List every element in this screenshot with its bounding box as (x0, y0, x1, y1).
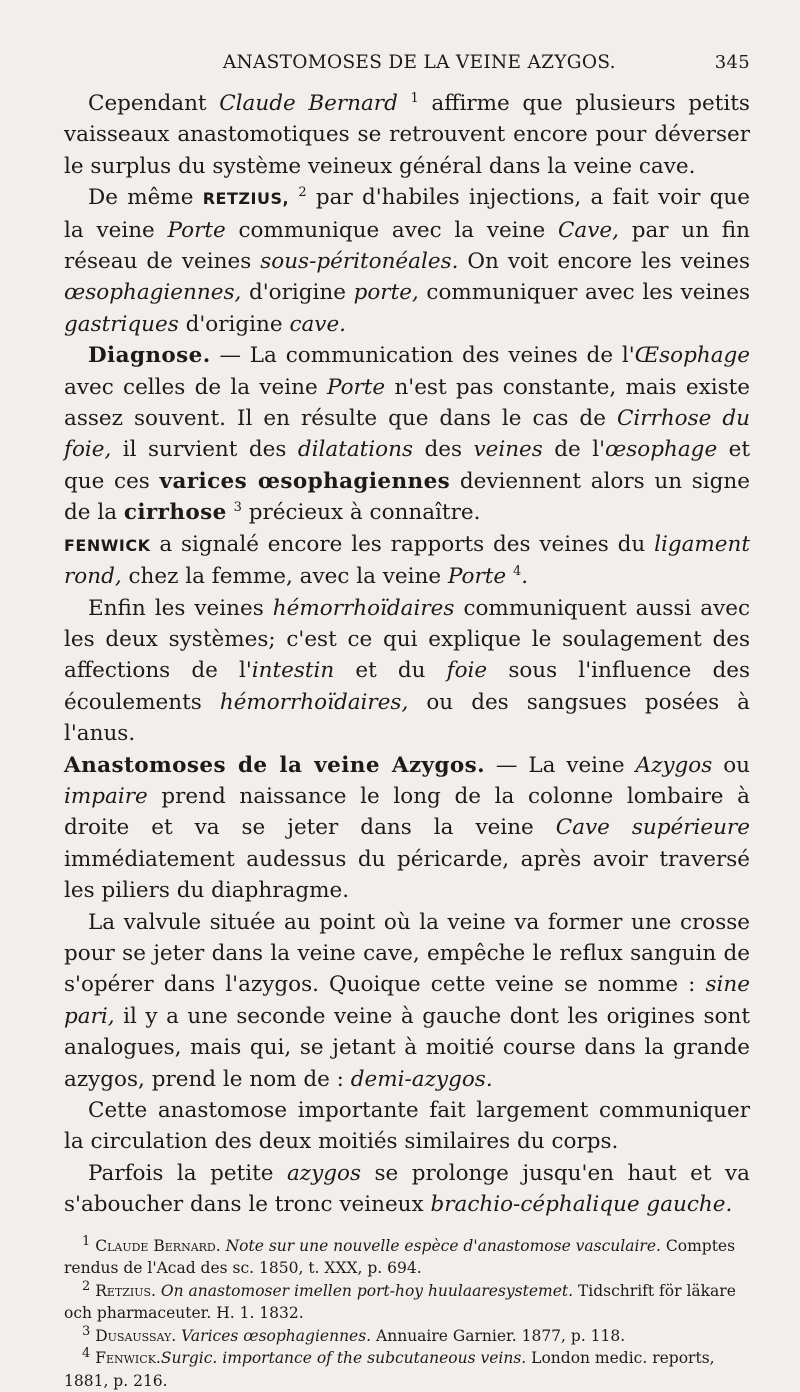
term: Porte (326, 374, 386, 400)
text: a signalé encore les rapports des veines du (150, 531, 655, 557)
page (64, 52, 751, 1390)
text: il y a une seconde veine à gauche dont les origines sont analogues, mais qui, se jetant à moitié course dans la grande azygos, prend le nom de : (64, 1003, 750, 1092)
author-name: Claude Bernard (219, 91, 398, 116)
text: par d'habiles injections, a fait voir que la veine (64, 185, 750, 243)
text: On voit encore les veines (458, 249, 751, 275)
footnote-4 (64, 1347, 750, 1392)
page-number: 345 (714, 52, 750, 73)
text: Parfois la petite (88, 1160, 287, 1186)
term: veines (473, 437, 543, 463)
text: immédiatement audessus du péricarde, après avoir traversé les piliers du diaphragme. (64, 846, 750, 904)
term: intestin (251, 658, 335, 684)
term: sous-péritonéales. (260, 249, 459, 275)
text: par un fin réseau de veines (64, 217, 750, 275)
term: Cirrhose du foie, (64, 406, 750, 463)
text: ou (712, 752, 750, 778)
paragraph-2 (64, 182, 750, 340)
term: Œsophage (634, 343, 750, 369)
text: communique avec la veine (225, 217, 558, 243)
text: d'origine (178, 311, 290, 337)
paragraph-8 (64, 1095, 750, 1158)
text: et que ces (64, 437, 750, 494)
bold-term: varices œsophagiennes (159, 468, 451, 494)
footnote-ref: 3 (233, 500, 242, 516)
paragraph-4 (64, 529, 750, 593)
bold-term: cirrhose (123, 500, 227, 526)
footnote-author: Dusaussay. (95, 1326, 177, 1345)
footnote-3 (64, 1325, 750, 1348)
footnote-mark: 4 (82, 1345, 91, 1361)
footnote-title: Note sur une nouvelle espèce d'anastomose vasculaire. (220, 1236, 661, 1255)
text: La valvule située au point où la veine va former une crosse pour se jeter dans la veine cave, empêche le reflux sanguin de s'opérer dans l'azygos. Quoique cette veine se nomme : (64, 909, 750, 998)
paragraph-1 (64, 88, 750, 182)
text: sous l'influence des écoulements (64, 658, 751, 715)
text: chez la femme, avec la veine (121, 564, 448, 590)
term: dilatations (297, 437, 413, 463)
paragraph-7 (64, 907, 750, 1095)
section-heading: Diagnose. (88, 343, 211, 369)
running-title: ANASTOMOSES DE LA VEINE AZYGOS. (222, 52, 616, 73)
text: Cependant (88, 91, 220, 116)
footnote-mark: 3 (82, 1323, 91, 1339)
text: prend naissance le long de la colonne lombaire à droite et va se jeter dans la veine (64, 783, 750, 841)
term: œsophage (605, 437, 718, 463)
text: d'origine (241, 280, 354, 306)
text: des (413, 437, 474, 463)
text: affirme que plusieurs petits vaisseaux anastomotiques se retrouvent encore pour déverser le surplus du système veineux général dans la veine cave. (64, 91, 750, 179)
term: Cave, (557, 217, 619, 243)
term: Cave supérieure (555, 815, 750, 841)
text: et du (334, 658, 447, 684)
text: n'est pas constante, mais existe assez souvent. Il en résulte que dans le cas de (64, 374, 750, 432)
text: Cette anastomose importante fait largement communiquer la circulation des deux moitiés similaires du corps. (64, 1098, 750, 1155)
footnote-mark: 2 (82, 1278, 91, 1294)
term: foie (446, 658, 488, 684)
term: Azygos (635, 752, 713, 778)
term: hémorrhoïdaires, (219, 689, 409, 715)
text: Enfin les veines (88, 595, 273, 621)
term: azygos (286, 1160, 361, 1186)
footnote-source: Tidschrift för läkare och pharmaceuter. H. 1. 1832. (64, 1281, 736, 1323)
footnotes (64, 1235, 750, 1392)
term: hémorrhoïdaires (272, 595, 455, 621)
text: se prolonge jusqu'en haut et va s'aboucher dans le tronc veineux (64, 1160, 750, 1218)
section-heading: Anastomoses de la veine Azygos. (64, 752, 486, 778)
term: impaire (64, 783, 148, 809)
body-text (64, 88, 750, 1221)
text: de l' (542, 437, 606, 463)
text: il survient des (111, 437, 298, 463)
footnote-ref: 1 (410, 90, 419, 106)
author-name: RETZIUS, (202, 189, 290, 209)
text: avec celles de la veine (64, 374, 327, 400)
text: De même (88, 185, 203, 211)
paragraph-9 (64, 1158, 750, 1221)
term: Porte (447, 564, 507, 590)
text: . (521, 564, 529, 590)
text: communiquer avec les veines (418, 280, 750, 306)
footnote-source: Annuaire Garnier. 1877, p. 118. (371, 1326, 626, 1345)
footnote-source: Comptes rendus de l'Acad des sc. 1850, t. XXX, p. 694. (64, 1236, 736, 1278)
term: gastriques (64, 311, 179, 337)
term: porte, (353, 280, 419, 306)
term: sine pari, (64, 972, 750, 1029)
paragraph-5 (64, 593, 750, 750)
page-header (64, 52, 750, 84)
text: — La communication des veines de l' (210, 343, 635, 369)
term: cave. (289, 311, 347, 337)
author-name: FENWICK (64, 535, 151, 555)
footnote-author: Claude Bernard. (95, 1236, 221, 1255)
footnote-author: Retzius. (95, 1281, 156, 1300)
footnote-mark: 1 (82, 1233, 91, 1249)
text: précieux à connaître. (241, 500, 481, 526)
footnote-2 (64, 1280, 750, 1325)
term: œsophagiennes, (64, 280, 242, 306)
footnote-1 (64, 1235, 750, 1280)
footnote-ref: 4 (512, 563, 522, 579)
footnote-title: Surgic. importance of the subcutaneous veins. (160, 1349, 527, 1368)
term: Porte (167, 217, 226, 243)
paragraph-3 (64, 340, 750, 528)
term: demi-azygos. (350, 1066, 493, 1092)
text: deviennent alors un signe de la (64, 468, 750, 526)
footnote-title: On anastomoser imellen port-hoy huulaaresystemet. (155, 1281, 574, 1300)
term: brachio-céphalique gauche. (430, 1192, 733, 1218)
footnote-title: Varices œsophagiennes. (176, 1326, 372, 1345)
footnote-author: Fenwick. (95, 1349, 161, 1368)
term: ligament rond, (64, 531, 750, 590)
text: ou des sangsues posées à l'anus. (64, 689, 750, 747)
footnote-ref: 2 (298, 185, 307, 201)
paragraph-6 (64, 750, 750, 907)
text: communiquent aussi avec les deux systèmes; c'est ce qui explique le soulagement des affections de l' (64, 595, 750, 684)
text: — La veine (485, 752, 636, 778)
footnote-source: London medic. reports, 1881, p. 216. (64, 1349, 715, 1390)
